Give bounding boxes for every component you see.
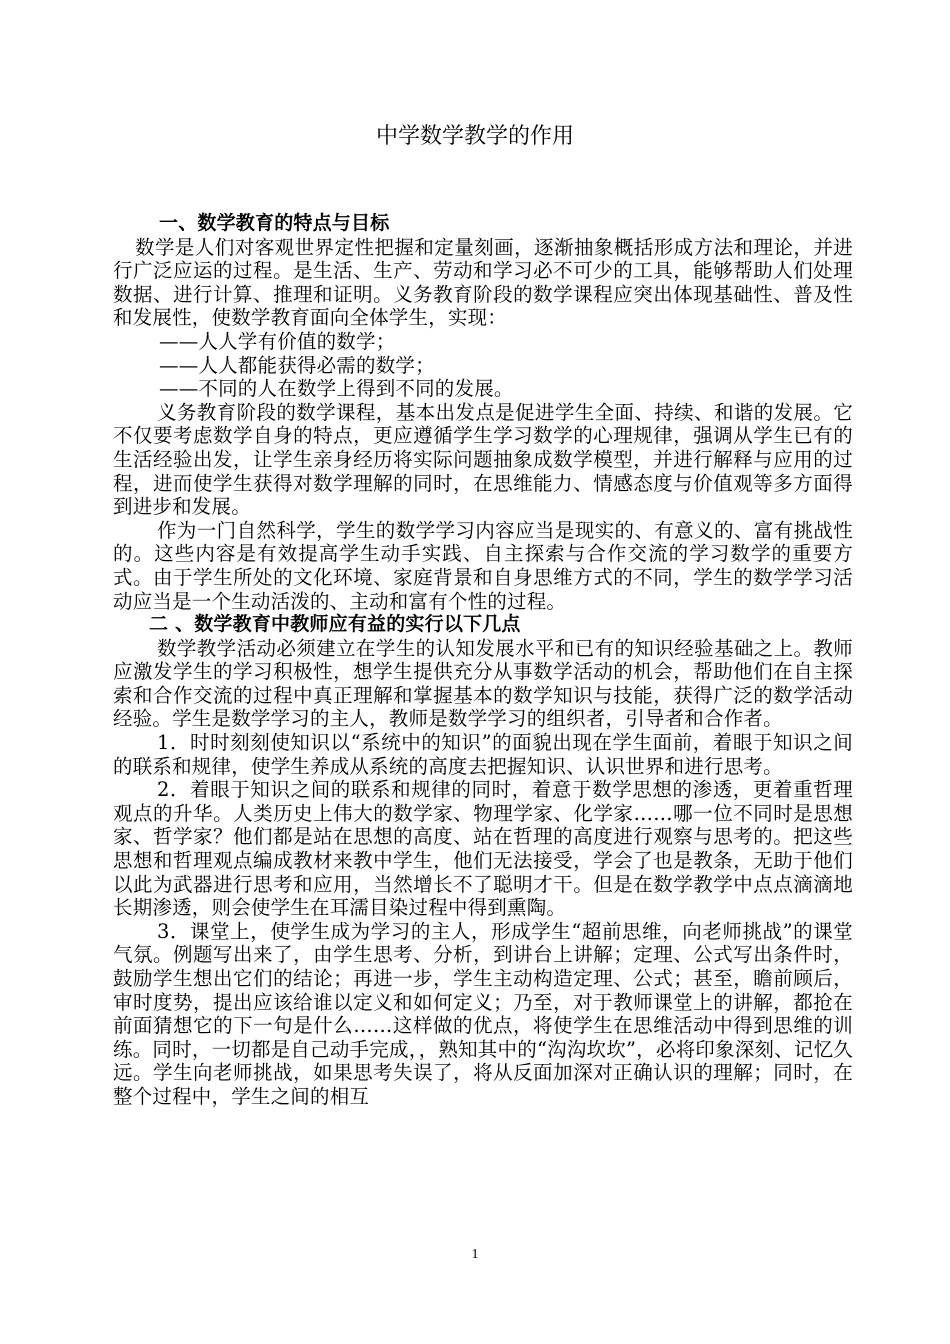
dash-item: ——不同的人在数学上得到不同的发展。	[159, 377, 514, 401]
section-heading-2: 二 、数学教育中教师应有益的实行以下几点	[149, 613, 521, 636]
paragraph: 义务教育阶段的数学课程，基本出发点是促进学生全面、持续、和谐的发展。它不仅要考虑数学自身的特点，更应遵循学生学习数学的心理规律，强调从学生已有的生活经验出发，让学生亲身经历将实际问题抽象成数学模型，并进行解释与应用的过程，进而使学生获得对数学理解的同时，在思维能力、情感态度与价值观等多方面得到进步和发展。	[113, 400, 853, 519]
document-title: 中学数学教学的作用	[375, 124, 574, 149]
paragraph: 数学是人们对客观世界定性把握和定量刻画，逐渐抽象概括形成方法和理论，并进行广泛应运的过程。是生活、生产、劳动和学习必不可少的工具，能够帮助人们处理数据、进行计算、推理和证明。义务教育阶段的数学课程应突出体现基础性、普及性和发展性，使数学教育面向全体学生，实现：	[113, 235, 853, 330]
document-body	[113, 212, 853, 1109]
page-number: 1	[471, 1247, 479, 1262]
numbered-item: 3．课堂上，使学生成为学习的主人，形成学生“超前思维，向老师挑战”的课堂气氛。例题写出来了，由学生思考、分析，到讲台上讲解；定理、公式写出条件时，鼓励学生想出它们的结论；再进一步，学生主动构造定理、公式；甚至，瞻前顾后，审时度势，提出应该给谁以定义和如何定义；乃至，对于教师课堂上的讲解，都抢在前面猜想它的下一句是什么……这样做的优点，将使学生在思维活动中得到思维的训练。同时，一切都是自己动手完成，，熟知其中的“沟沟坎坎”，必将印象深刻、记忆久远。学生向老师挑战，如果思考失误了，将从反面加深对正确认识的理解；同时，在整个过程中，学生之间的相互	[113, 919, 853, 1108]
numbered-item: 2．着眼于知识之间的联系和规律的同时，着意于数学思想的渗透，更着重哲理观点的升华。人类历史上伟大的数学家、物理学家、化学家……哪一位不同时是思想家、哲学家？他们都是站在思想的高度、站在哲理的高度进行观察与思考的。把这些思想和哲理观点编成教材来教中学生，他们无法接受，学会了也是教条，无助于他们以此为武器进行思考和应用，当然增长不了聪明才干。但是在数学教学中点点滴滴地长期渗透，则会使学生在耳濡目染过程中得到熏陶。	[113, 778, 853, 920]
numbered-item: 1．时时刻刻使知识以“系统中的知识”的面貌出现在学生面前，着眼于知识之间的联系和规律，使学生养成从系统的高度去把握知识、认识世界和进行思考。	[113, 731, 853, 778]
dash-item: ——人人学有价值的数学；	[159, 329, 396, 353]
dash-item: ——人人都能获得必需的数学；	[159, 353, 435, 377]
paragraph: 作为一门自然科学，学生的数学学习内容应当是现实的、有意义的、富有挑战性的。这些内容是有效提高学生动手实践、自主探索与合作交流的学习数学的重要方式。由于学生所处的文化环境、家庭背景和自身思维方式的不同，学生的数学学习活动应当是一个生动活泼的、主动和富有个性的过程。	[113, 518, 853, 613]
paragraph: 数学教学活动必须建立在学生的认知发展水平和已有的知识经验基础之上。教师应激发学生的学习积极性，想学生提供充分从事数学活动的机会，帮助他们在自主探索和合作交流的过程中真正理解和掌握基本的数学知识与技能，获得广泛的数学活动经验。学生是数学学习的主人，教师是数学学习的组织者，引导者和合作者。	[113, 636, 853, 731]
section-heading-1: 一、数学教育的特点与目标	[159, 212, 390, 234]
